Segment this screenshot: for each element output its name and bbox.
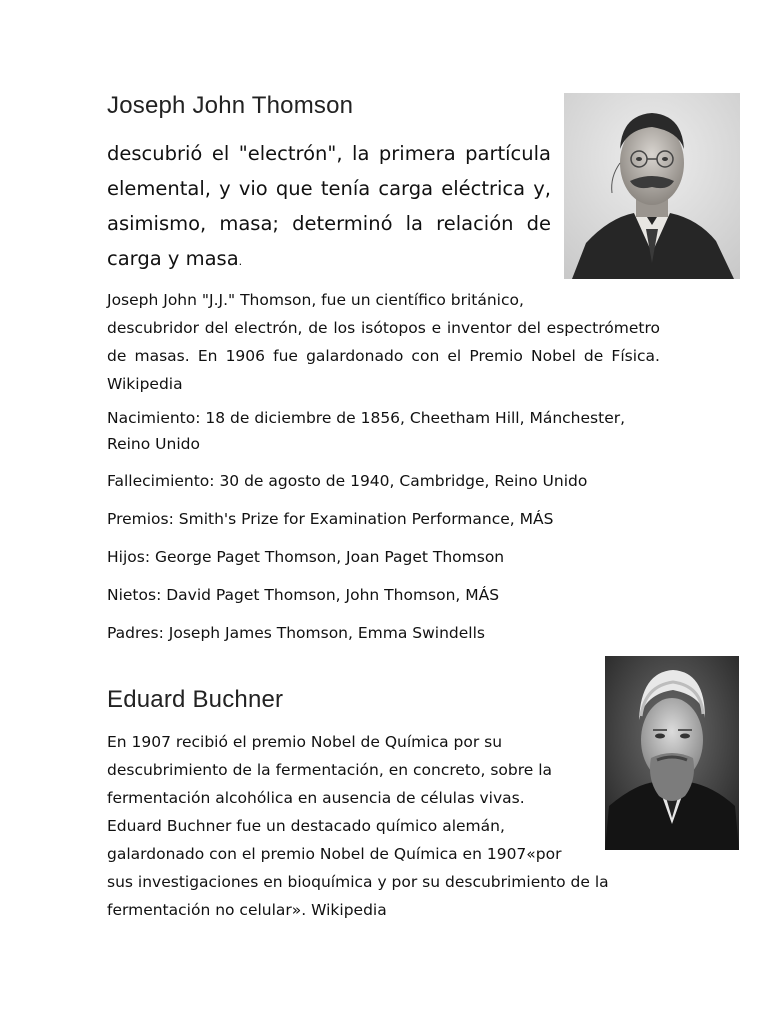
thomson-bio-paragraph (107, 286, 660, 398)
thomson-bio-line-1: Joseph John "J.J." Thomson, fue un científico británico, (107, 291, 524, 309)
thomson-birth-line-2: Reino Unido (107, 435, 200, 453)
buchner-portrait (605, 656, 739, 850)
buchner-bio-line-6: sus investigaciones en bioquímica y por su descubrimiento de la (107, 873, 609, 891)
buchner-bio-line-5: galardonado con el premio Nobel de Química en 1907«por (107, 845, 562, 863)
buchner-heading: Eduard Buchner (107, 686, 284, 713)
thomson-lead-period: . (238, 255, 243, 268)
thomson-lead-paragraph (107, 136, 551, 279)
buchner-bio-line-1: En 1907 recibió el premio Nobel de Química por su (107, 733, 503, 751)
thomson-death-fact: Fallecimiento: 30 de agosto de 1940, Cambridge, Reino Unido (107, 472, 588, 490)
thomson-heading: Joseph John Thomson (107, 92, 354, 119)
thomson-children-fact: Hijos: George Paget Thomson, Joan Paget Thomson (107, 548, 505, 566)
buchner-bio-line-3: fermentación alcohólica en ausencia de células vivas. (107, 789, 525, 807)
thomson-portrait (564, 93, 740, 279)
buchner-bio-line-4: Eduard Buchner fue un destacado químico alemán, (107, 817, 505, 835)
thomson-grandchildren-fact: Nietos: David Paget Thomson, John Thomson, MÁS (107, 586, 500, 604)
thomson-lead-text: descubrió el "electrón", la primera partícula elemental, y vio que tenía carga eléctrica y, asimismo, masa; determinó la relación de carga y masa (107, 142, 551, 270)
thomson-birth-line-1: Nacimiento: 18 de diciembre de 1856, Cheetham Hill, Mánchester, (107, 409, 626, 427)
thomson-bio-rest: descubridor del electrón, de los isótopos e inventor del espectrómetro de masas. En 1906 fue galardonado con el Premio Nobel de Física. Wikipedia (107, 319, 660, 393)
buchner-bio-line-2: descubrimiento de la fermentación, en concreto, sobre la (107, 761, 553, 779)
buchner-bio-line-7: fermentación no celular». Wikipedia (107, 901, 387, 919)
buchner-bio-paragraph (107, 728, 609, 924)
thomson-parents-fact: Padres: Joseph James Thomson, Emma Swindells (107, 624, 485, 642)
thomson-awards-fact: Premios: Smith's Prize for Examination Performance, MÁS (107, 510, 554, 528)
